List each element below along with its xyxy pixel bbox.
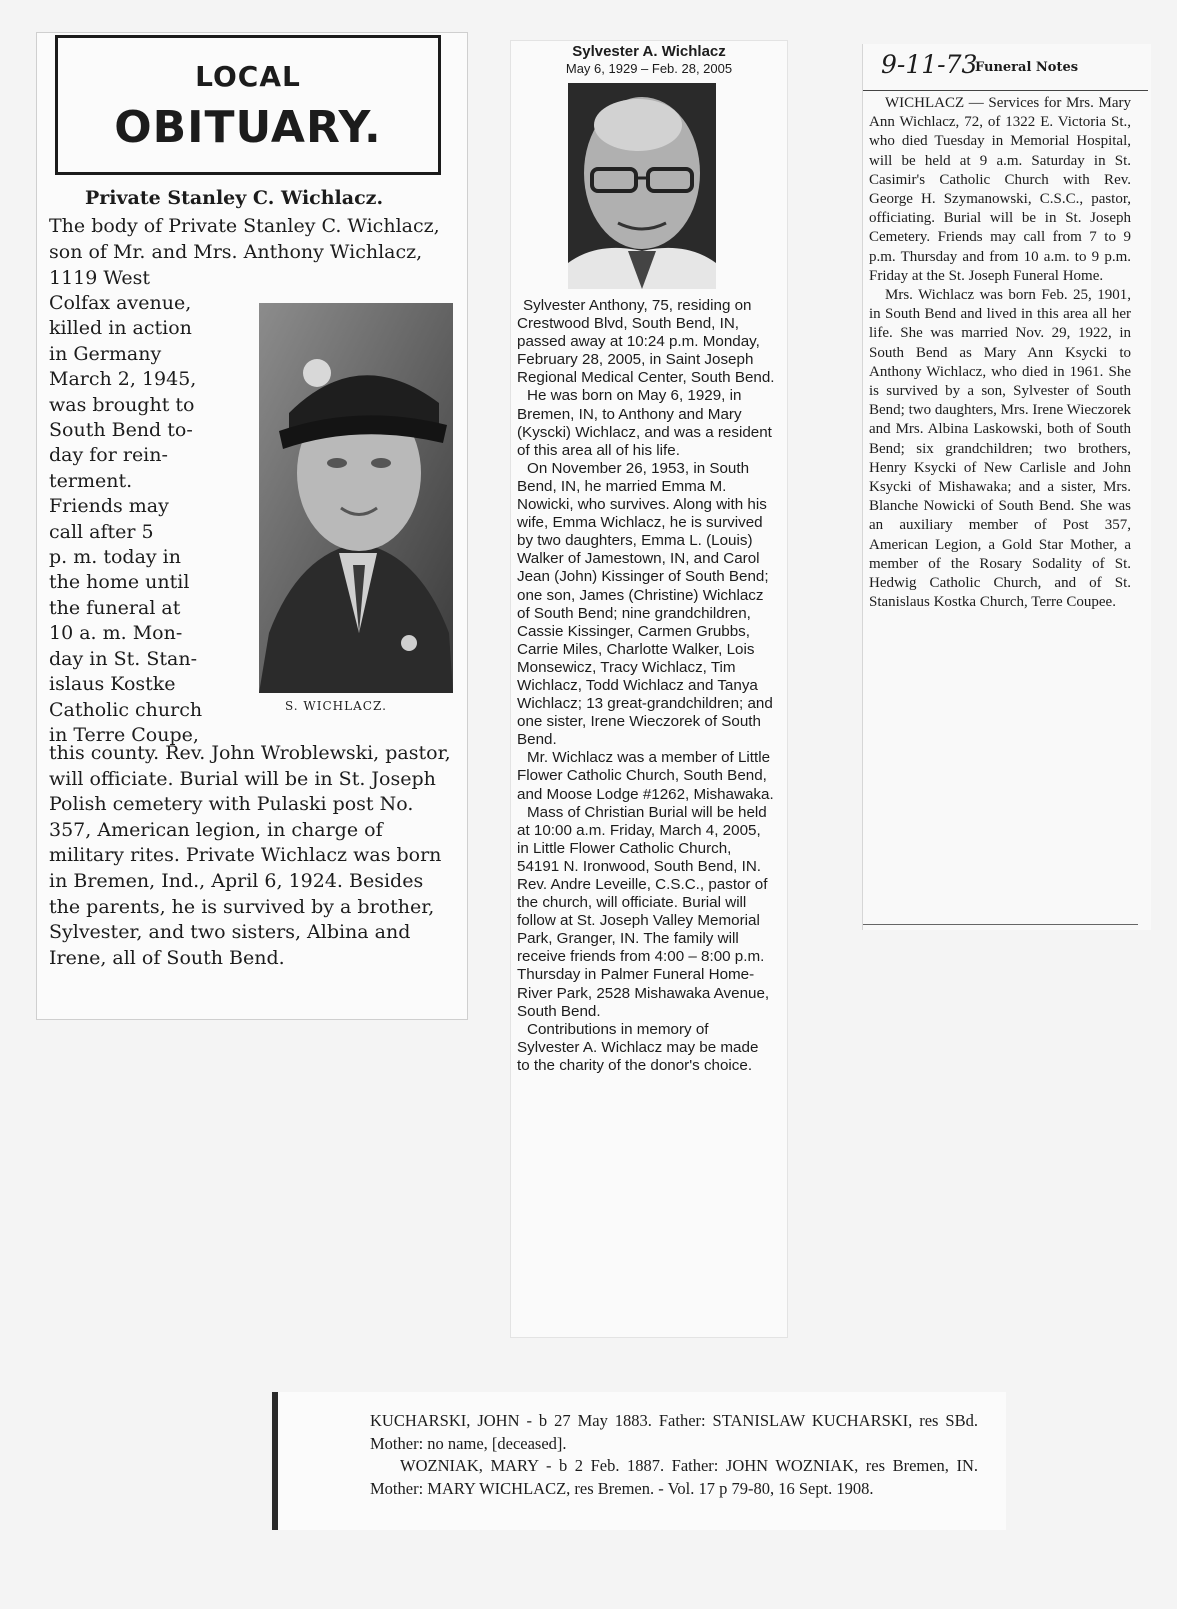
sylvester-paragraph: On November 26, 1953, in South Bend, IN, he married Emma M. Nowicki, who survives. Along with his wife, Emma Wichlacz, he is survived by two daughters, Emma L. (Louis) Walker of Jamestown, IN, and Carol Jean (John) Kissinger of South Bend; one son, James (Christine) Wichlacz of South Bend; nine grandchildren, Cassie Kissinger, Carmen Grubbs, Carrie Miles, Charlotte Walker, Lois Monsewicz, Tracy Wichlacz, Tim Wichlacz, Todd Wichlacz and Tanya Wichlacz; 13 great-grandchildren; and one sister, Irene Wieczorek of South Bend. <box>517 459 773 749</box>
sylvester-obituary-body <box>517 297 775 1075</box>
elderly-man-portrait-illustration <box>568 83 716 289</box>
sylvester-paragraph: Contributions in memory of Sylvester A. Wichlacz may be made to the charity of the donor's choice. <box>517 1020 759 1074</box>
birth-records-clipping <box>272 1392 1006 1530</box>
mary-paragraph: WICHLACZ — Services for Mrs. Mary Ann Wichlacz, 72, of 1322 E. Victoria St., who died Tuesday in Memorial Hospital, will be held at 9 a.m. Saturday in St. Casimir's Catholic Church with Rev. George H. Szymanowski, C.S.C., pastor, officiating. Burial will be in St. Joseph Cemetery. Friends may call from 7 to 9 p.m. Thursday and from 10 a.m. to 9 p.m. Friday at the St. Joseph Funeral Home. <box>869 95 1131 284</box>
sylvester-paragraph: Sylvester Anthony, 75, residing on Crestwood Blvd, South Bend, IN, passed away at 10:24 p.m. Monday, February 28, 2005, in Saint Joseph Regional Medical Center, South Bend. <box>517 297 775 387</box>
stanley-photo-caption: S. WICHLACZ. <box>285 699 387 713</box>
stanley-portrait-photo <box>259 303 453 693</box>
sylvester-name: Sylvester A. Wichlacz <box>572 43 726 60</box>
mary-obituary-body <box>869 94 1131 612</box>
sylvester-paragraph: He was born on May 6, 1929, in Bremen, IN, to Anthony and Mary (Kyscki) Wichlacz, and was a resident of this area all of his life. <box>517 387 772 459</box>
funeral-notes-heading: Funeral Notes <box>975 60 1079 75</box>
stanley-narrow-column: Colfax avenue, killed in action in Germany March 2, 1945, was brought to South Bend to- day for rein- terment. Friends may call after 5 p. m. today in the home until the funeral at 10 a. m. Mon- day in St. Stan- islaus Kostke Catholic church in Terre Coupe, <box>49 292 203 746</box>
stanley-lead-text: The body of Private Stanley C. Wichlacz, son of Mr. and Mrs. Anthony Wichlacz, 1119 West <box>49 215 446 289</box>
mary-paragraph: Mrs. Wichlacz was born Feb. 25, 1901, in South Bend and lived in this area all her life. She was married Nov. 29, 1922, in South Bend as Mary Ann Ksycki to Anthony Wichlacz, who died in 1961. She is survived by a son, Sylvester of South Bend; two daughters, Mrs. Irene Wieczorek and Mrs. Albina Laskowski, both of South Bend; six grandchildren; two brothers, Henry Ksycki of New Carlisle and John Ksycki of Mishawaka; and a sister, Mrs. Blanche Nowicki of South Bend. She was an auxiliary member of Post 357, American Legion, a Gold Star Mother, a member of the Rosary Sodality of St. Hedwig Catholic Church, and of St. Stanislaus Kostka Church, Terre Coupee. <box>869 287 1131 611</box>
sylvester-obituary-clipping <box>510 40 788 1338</box>
sylvester-dates: May 6, 1929 – Feb. 28, 2005 <box>565 61 733 76</box>
stanley-obituary-clipping <box>36 32 468 1020</box>
sylvester-paragraph: Mr. Wichlacz was a member of Little Flower Catholic Church, South Bend, and Moose Lodge #1262, Mishawaka. <box>517 749 774 803</box>
header-obituary: OBITUARY. <box>114 102 382 153</box>
stanley-headline: Private Stanley C. Wichlacz. <box>85 187 384 209</box>
sylvester-paragraph: Mass of Christian Burial will be held at 10:00 a.m. Friday, March 4, 2005, in Little Flower Catholic Church, 54191 N. Ironwood, South Bend, IN. Rev. Andre Leveille, C.S.C., pastor of the church, will officiate. Burial will follow at St. Joseph Valley Memorial Park, Granger, IN. The family will receive friends from 4:00 – 8:00 p.m. Thursday in Palmer Funeral Home-River Park, 2528 Mishawaka Avenue, South Bend. <box>517 803 770 1020</box>
stanley-tail-text: this county. Rev. John Wroblewski, pastor, will officiate. Burial will be in St. Joseph Polish cemetery with Pulaski post No. 357, American legion, in charge of military rites. Private Wichlacz was born in Bremen, Ind., April 6, 1924. Besides the parents, he is survived by a brother, Sylvester, and two sisters, Albina and Irene, all of South Bend. <box>49 742 457 969</box>
heading-rule <box>863 90 1148 91</box>
sylvester-portrait-photo <box>568 83 716 289</box>
header-local: LOCAL <box>195 60 301 93</box>
bottom-rule <box>863 924 1138 925</box>
handwritten-date: 9-11-73 <box>881 50 978 79</box>
soldier-portrait-illustration <box>259 303 453 693</box>
birth-record: WOZNIAK, MARY - b 2 Feb. 1887. Father: JOHN WOZNIAK, res Bremen, IN. Mother: MARY WICHLACZ, res Bremen. - Vol. 17 p 79-80, 16 Sept. 1908. <box>370 1456 978 1498</box>
birth-record: KUCHARSKI, JOHN - b 27 May 1883. Father: STANISLAW KUCHARSKI, res SBd. Mother: no name, [deceased]. <box>370 1411 978 1453</box>
birth-records-text <box>370 1410 978 1500</box>
funeral-notes-clipping <box>862 44 1151 930</box>
obituary-header-box <box>55 35 441 175</box>
